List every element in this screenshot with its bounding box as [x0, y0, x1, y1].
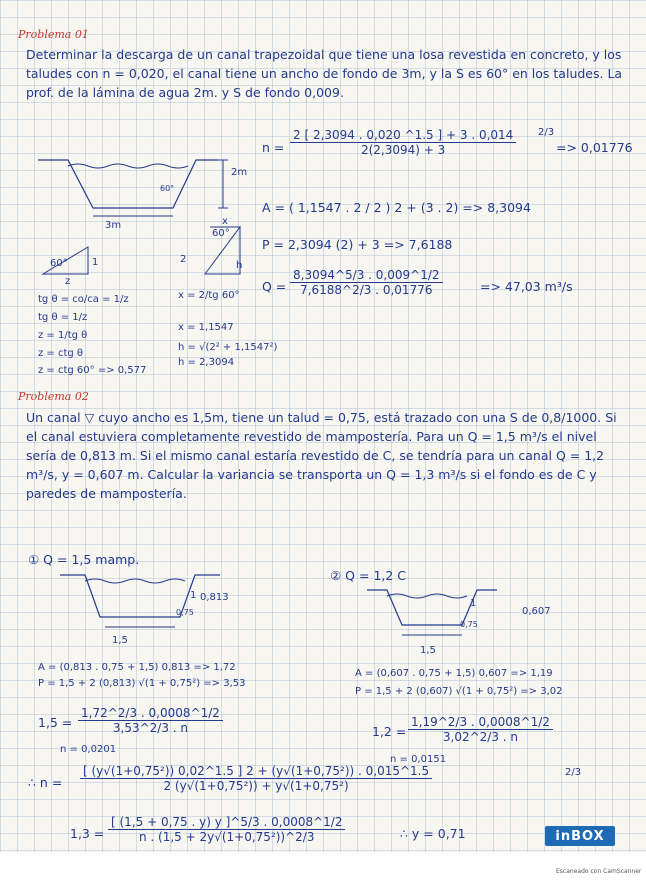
final-result: ∴ y = 0,71 [400, 826, 466, 841]
tri1-angle: 60° [50, 258, 68, 269]
case2-depth: 0,607 [522, 606, 551, 617]
angle-label: 60° [160, 184, 175, 193]
width-label: 3m [105, 220, 122, 231]
case1-width: 1,5 [112, 635, 128, 646]
depth-label: 2m [231, 167, 248, 178]
ncomb-num: [ (y√(1+0,75²)) 0,02^1.5 ] 2 + (y√(1+0,75²)) . 0,015^1.5 [80, 764, 432, 779]
case1-one: 1 [190, 590, 197, 601]
case2-width: 1,5 [420, 645, 436, 656]
perimeter-eq-2: P = 1,5 + 2 (0,607) √(1 + 0,75²) => 3,02 [355, 686, 563, 697]
final-fraction [108, 815, 345, 844]
n2-fraction [408, 715, 553, 744]
n2-result: n = 0,0151 [390, 754, 447, 765]
trig-line: z = ctg θ [38, 348, 84, 359]
trig-line: tg θ = co/ca = 1/z [38, 294, 129, 305]
final-num: [ (1,5 + 0,75 . y) y ]^5/3 . 0,0008^1/2 [108, 815, 345, 830]
n-eq-den: 2(2,3094) + 3 [360, 143, 446, 157]
q-eq-fraction [290, 268, 443, 297]
case1-depth: 0,813 [200, 592, 229, 603]
channel-diagram-3 [362, 580, 532, 640]
trig-line: tg θ = 1/z [38, 312, 88, 323]
final-den: n . (1,5 + 2y√(1+0,75²))^2/3 [138, 830, 315, 844]
n2-lhs: 1,2 = [372, 724, 407, 739]
case1-talud: 0,75 [176, 608, 194, 617]
tri2-x: x [222, 216, 228, 227]
n2-num: 1,19^2/3 . 0,0008^1/2 [408, 715, 553, 730]
perimeter-eq: P = 2,3094 (2) + 3 => 7,6188 [262, 237, 453, 252]
tri2-angle: 60° [212, 228, 230, 239]
n-eq-result: => 0,01776 [556, 140, 633, 155]
trig-line: z = 1/tg θ [38, 330, 88, 341]
channel-diagram-1 [28, 150, 288, 230]
area-eq-1: A = (0,813 . 0,75 + 1,5) 0,813 => 1,72 [38, 662, 236, 673]
x-calc: h = √(2² + 1,1547²) [178, 342, 278, 353]
tri1-opp: 1 [92, 257, 99, 268]
problem2-heading: Problema 02 [18, 390, 89, 403]
tri2-side: 2 [180, 254, 187, 265]
perimeter-eq-1: P = 1,5 + 2 (0,813) √(1 + 0,75²) => 3,53 [38, 678, 246, 689]
q-eq-result: => 47,03 m³/s [480, 279, 573, 294]
inbox-logo: inBOX [545, 826, 615, 846]
x-calc: h = 2,3094 [178, 357, 235, 368]
area-eq-2: A = (0,607 . 0,75 + 1,5) 0,607 => 1,19 [355, 668, 553, 679]
scanner-footer: Escaneado con CamScanner [556, 868, 642, 875]
n1-lhs: 1,5 = [38, 715, 73, 730]
tri2-h: h [236, 260, 243, 271]
final-lhs: 1,3 = [70, 826, 105, 841]
problem2-statement: Un canal ▽ cuyo ancho es 1,5m, tiene un talud = 0,75, está trazado con una S de 0,8/1000. Si el canal estuviera completamente revestido de mampostería. Para un Q = 1,5 m³/s el nivel sería de 0,813 m. Si el mismo canal estaría revestido de C, se tendría para un canal Q = 1,2 m³/s, y = 0,607 m. Calcular la variancia se transporta un Q = 1,3 m³/s si el fondo es de C y paredes de mampostería. [26, 410, 617, 501]
ncomb-den: 2 (y√(1+0,75²)) + y√(1+0,75²) [163, 779, 349, 793]
n1-result: n = 0,0201 [60, 744, 117, 755]
problem1-statement: Determinar la descarga de un canal trapezoidal que tiene una losa revestida en concreto, y los taludes con n = 0,020, el canal tiene un ancho de fondo de 3m, y la S es 60° en los taludes. La prof. de la lámina de agua 2m. y S de fondo 0,009. [26, 47, 623, 100]
case2-label: ② Q = 1,2 C [330, 568, 407, 583]
area-eq: A = ( 1,1547 . 2 / 2 ) 2 + (3 . 2) => 8,3094 [262, 200, 531, 215]
case1-label: ① Q = 1,5 mamp. [28, 552, 140, 567]
n2-den: 3,02^2/3 . n [442, 730, 519, 744]
problem1-heading: Problema 01 [18, 28, 89, 41]
q-eq-num: 8,3094^5/3 . 0,009^1/2 [290, 268, 443, 283]
n1-fraction [78, 706, 223, 735]
q-eq-den: 7,6188^2/3 . 0,01776 [300, 283, 433, 297]
x-calc: x = 2/tg 60° [178, 290, 240, 301]
ncomb-exp: 2/3 [565, 767, 582, 778]
n-eq-lhs: n = [262, 140, 285, 155]
case2-talud: 0,75 [460, 620, 478, 629]
x-calc: x = 1,1547 [178, 322, 234, 333]
n-eq-exp: 2/3 [538, 127, 555, 138]
n-eq-fraction [290, 128, 516, 157]
q-eq-lhs: Q = [262, 279, 287, 294]
trig-line: z = ctg 60° => 0,577 [38, 365, 147, 376]
case2-one: 1 [470, 598, 477, 609]
ncomb-fraction [80, 764, 432, 793]
n1-num: 1,72^2/3 . 0,0008^1/2 [78, 706, 223, 721]
n-eq-num: 2 [ 2,3094 . 0,020 ^1.5 ] + 3 . 0,014 [290, 128, 516, 143]
tri1-adj: z [65, 276, 71, 287]
ncomb-lhs: ∴ n = [28, 775, 63, 790]
n1-den: 3,53^2/3 . n [112, 721, 189, 735]
